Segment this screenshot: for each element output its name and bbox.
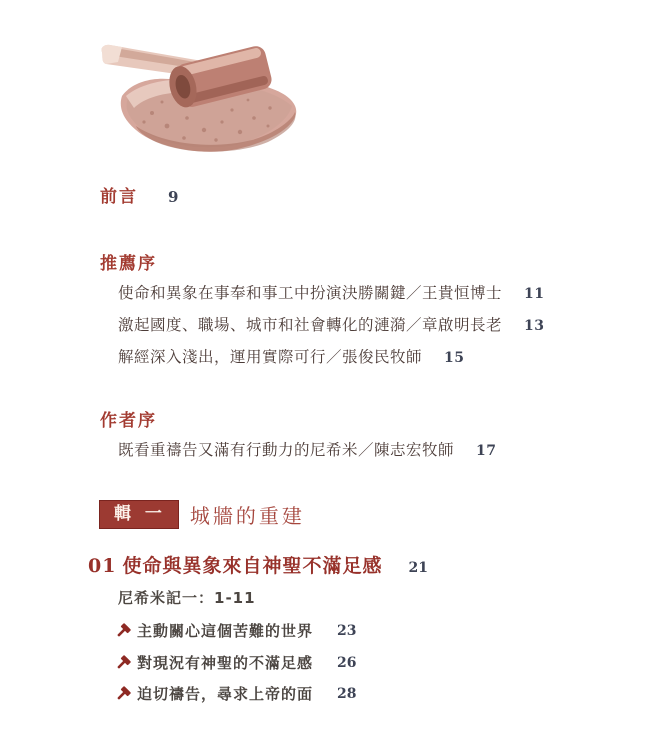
author-preface-item [118, 438, 497, 460]
recommend-item-title: 激起國度、職場、城市和社會轉化的漣漪／章啟明長老 [118, 316, 503, 334]
chapter-point [115, 683, 357, 704]
recommend-item-title: 使命和異象在事奉和事工中扮演決勝關鍵／王貴恒博士 [118, 284, 503, 302]
point-title: 主動關心這個苦難的世界 [137, 622, 314, 640]
author-preface-heading: 作者序 [100, 411, 157, 431]
hammer-bullet-icon [115, 655, 131, 671]
recommend-item-title: 解經深入淺出，運用實際可行／張俊民牧師 [118, 348, 423, 366]
point-page: 23 [337, 622, 357, 639]
preface-row [100, 182, 180, 207]
chapter-title: 使命與異象來自神聖不滿足感 [122, 555, 383, 577]
point-title: 對現況有神聖的不滿足感 [137, 654, 314, 672]
chapter-point [115, 620, 357, 641]
recommend-item-page: 15 [444, 350, 465, 366]
chapter-point [115, 652, 357, 673]
recommend-item-page: 13 [524, 318, 545, 334]
part-title: 城牆的重建 [189, 504, 305, 528]
chapter-heading [88, 551, 428, 578]
recommend-item-page: 11 [524, 286, 545, 302]
chapter-scripture-reference: 尼希米記一：1-11 [118, 589, 256, 607]
part-number-badge: 輯 一 [99, 500, 179, 529]
hammer-on-stone-illustration [92, 18, 320, 160]
part-banner [99, 500, 305, 529]
recommend-item [118, 281, 545, 303]
recommend-item [118, 313, 545, 335]
point-page: 26 [337, 654, 357, 671]
recommend-item [118, 345, 465, 367]
author-item-title: 既看重禱告又滿有行動力的尼希米／陳志宏牧師 [118, 441, 455, 459]
chapter-number: 01 [88, 555, 117, 577]
chapter-page-number: 21 [408, 560, 428, 576]
point-page: 28 [337, 685, 357, 702]
hammer-stone-drawing [92, 18, 320, 160]
hammer-bullet-icon [115, 623, 131, 639]
hammer-bullet-icon [115, 686, 131, 702]
preface-page-number: 9 [168, 188, 181, 206]
author-item-page: 17 [476, 443, 497, 459]
recommend-heading: 推薦序 [100, 254, 157, 274]
point-title: 迫切禱告，尋求上帝的面 [137, 685, 314, 703]
preface-label: 前言 [100, 187, 138, 207]
